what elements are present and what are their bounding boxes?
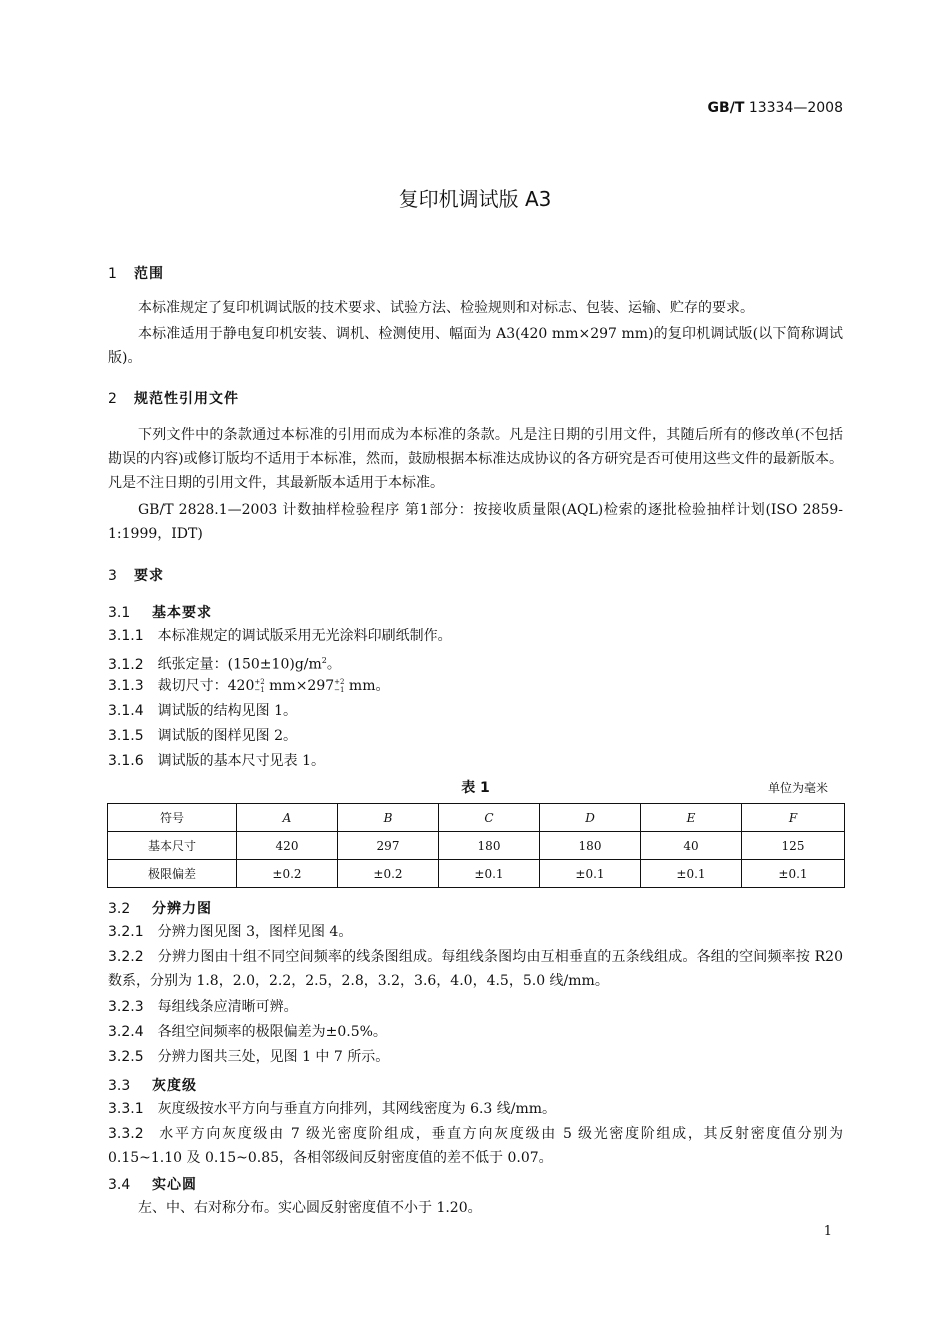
section-number: 3 <box>108 568 117 584</box>
subsection-title: 基本要求 <box>152 605 212 621</box>
table-header-row <box>108 804 845 832</box>
section-2-heading <box>108 388 239 408</box>
table-cell: 40 <box>641 832 742 860</box>
clause-number: 3.2.2 <box>108 949 144 965</box>
section-title: 要求 <box>134 568 164 584</box>
clause-text: 裁切尺寸：420 <box>157 678 255 694</box>
clause-number: 3.1.3 <box>108 678 144 694</box>
section-1-heading <box>108 263 164 283</box>
header-cell-f: F <box>742 804 845 832</box>
tolerance-b <box>334 678 344 694</box>
section-title: 规范性引用文件 <box>134 391 239 407</box>
document-title: 复印机调试版 A3 <box>398 187 552 211</box>
clause-number: 3.2.1 <box>108 924 144 940</box>
table-cell: ±0.2 <box>237 860 338 888</box>
section-2-paragraph-2: GB/T 2828.1—2003 计数抽样检验程序 第1部分：按接收质量限(AQL)检索的逐批检验抽样计划(ISO 2859-1:1999，IDT) <box>108 502 843 542</box>
subsection-title: 分辨力图 <box>152 901 212 917</box>
table-row <box>108 860 845 888</box>
clause-text-mid: mm×297 <box>264 678 335 694</box>
table-cell: ±0.1 <box>439 860 540 888</box>
clause-text: 纸张定量：(150±10)g/m <box>157 656 322 673</box>
header-cell-e: E <box>641 804 742 832</box>
subsection-number: 3.2 <box>108 901 131 917</box>
clause-3-2-1 <box>108 920 843 944</box>
subsection-title: 灰度级 <box>152 1078 197 1094</box>
table-row <box>108 832 845 860</box>
header-cell-d: D <box>540 804 641 832</box>
clause-3-2-3 <box>108 995 843 1019</box>
table-cell: 420 <box>237 832 338 860</box>
table-cell: ±0.2 <box>338 860 439 888</box>
section-title: 范围 <box>134 266 164 282</box>
clause-text: 本标准规定的调试版采用无光涂料印刷纸制作。 <box>157 628 452 644</box>
clause-number: 3.2.3 <box>108 999 144 1015</box>
section-2-paragraph-1: 下列文件中的条款通过本标准的引用而成为本标准的条款。凡是注日期的引用文件，其随后所有的修改单(不包括勘误的内容)或修订版均不适用于本标准，然而，鼓励根据本标准达成协议的各方研究是否可使用这些文件的最新版本。凡是不注日期的引用文件，其最新版本适用于本标准。 <box>108 427 843 491</box>
clause-text: 分辨力图共三处，见图 1 中 7 所示。 <box>157 1049 390 1065</box>
header-cell-symbol: 符号 <box>108 804 237 832</box>
clause-number: 3.3.2 <box>108 1126 144 1142</box>
table-cell: ±0.1 <box>742 860 845 888</box>
clause-number: 3.1.5 <box>108 728 144 744</box>
clause-text: 调试版的图样见图 2。 <box>157 728 297 744</box>
tolerance-lower: −1 <box>254 686 265 694</box>
clause-text: 灰度级按水平方向与垂直方向排列，其网线密度为 6.3 线/mm。 <box>157 1101 557 1117</box>
tolerance-upper: +2 <box>254 678 265 686</box>
dimensions-table <box>107 803 845 888</box>
table-cell: 180 <box>540 832 641 860</box>
table-cell: ±0.1 <box>540 860 641 888</box>
clause-3-1-1 <box>108 624 843 648</box>
clause-text: 水平方向灰度级由 7 级光密度阶组成，垂直方向灰度级由 5 级光密度阶组成，其反射密度值分别为 0.15~1.10 及 0.15~0.85，各相邻级间反射密度值的差不低于 0.07。 <box>108 1126 843 1166</box>
clause-text: 各组空间频率的极限偏差为±0.5%。 <box>157 1024 387 1040</box>
tolerance-a <box>254 678 264 694</box>
page-number: 1 <box>823 1224 832 1239</box>
clause-text-end: mm。 <box>344 678 390 694</box>
table-cell: 180 <box>439 832 540 860</box>
clause-number: 3.2.4 <box>108 1024 144 1040</box>
header-cell-a: A <box>237 804 338 832</box>
clause-text: 分辨力图见图 3，图样见图 4。 <box>157 924 353 940</box>
tolerance-lower: −1 <box>334 686 345 694</box>
subsection-number: 3.4 <box>108 1177 131 1193</box>
clause-3-2-2 <box>108 945 843 993</box>
row-label: 基本尺寸 <box>108 832 237 860</box>
clause-number: 3.2.5 <box>108 1049 144 1065</box>
standard-prefix: GB/T <box>707 100 745 116</box>
clause-3-2-4 <box>108 1020 843 1044</box>
section-number: 1 <box>108 266 117 282</box>
table-cell: 125 <box>742 832 845 860</box>
clause-number: 3.1.4 <box>108 703 144 719</box>
clause-text: 调试版的基本尺寸见表 1。 <box>157 753 325 769</box>
clause-text-end: 。 <box>326 656 341 673</box>
clause-3-1-4 <box>108 699 843 723</box>
clause-number: 3.1.1 <box>108 628 144 644</box>
clause-3-3-2 <box>108 1122 843 1170</box>
header-cell-c: C <box>439 804 540 832</box>
table-cell: 297 <box>338 832 439 860</box>
standard-number: 13334—2008 <box>748 100 843 116</box>
subsection-number: 3.3 <box>108 1078 131 1094</box>
clause-number: 3.3.1 <box>108 1101 144 1117</box>
tolerance-upper: +2 <box>334 678 345 686</box>
clause-text: 分辨力图由十组不同空间频率的线条图组成。每组线条图均由互相垂直的五条线组成。各组的空间频率按 R20 数系，分别为 1.8，2.0，2.2，2.5，2.8，3.2，3.6，4.0，4.5，5.0 线/mm。 <box>108 949 843 989</box>
section-number: 2 <box>108 391 117 407</box>
subsection-3-1-heading <box>108 602 212 622</box>
row-label: 极限偏差 <box>108 860 237 888</box>
subsection-3-3-heading <box>108 1075 197 1095</box>
clause-number: 3.1.2 <box>108 656 144 673</box>
subsection-number: 3.1 <box>108 605 131 621</box>
table-title: 表 1 <box>461 780 490 796</box>
section-3-heading <box>108 565 164 585</box>
superscript: 2 <box>321 656 327 665</box>
clause-3-3-1 <box>108 1097 843 1121</box>
clause-3-1-6 <box>108 749 843 773</box>
clause-3-2-5 <box>108 1045 843 1069</box>
table-cell: ±0.1 <box>641 860 742 888</box>
clause-3-1-3 <box>108 674 843 698</box>
section-1-paragraph-1: 本标准规定了复印机调试版的技术要求、试验方法、检验规则和对标志、包装、运输、贮存的要求。 <box>138 300 754 316</box>
clause-text: 每组线条应清晰可辨。 <box>157 999 298 1015</box>
subsection-3-2-heading <box>108 898 212 918</box>
section-1-paragraph-2: 本标准适用于静电复印机安装、调机、检测使用、幅面为 A3(420 mm×297 mm)的复印机调试版(以下简称调试版)。 <box>108 326 843 366</box>
clause-3-1-5 <box>108 724 843 748</box>
table-unit: 单位为毫米 <box>767 781 828 795</box>
subsection-3-4-heading <box>108 1174 197 1194</box>
standard-code <box>0 100 843 116</box>
subsection-title: 实心圆 <box>152 1177 197 1193</box>
subsection-3-4-paragraph: 左、中、右对称分布。实心圆反射密度值不小于 1.20。 <box>138 1200 482 1216</box>
clause-number: 3.1.6 <box>108 753 144 769</box>
clause-3-1-2 <box>108 649 843 677</box>
header-cell-b: B <box>338 804 439 832</box>
clause-text: 调试版的结构见图 1。 <box>157 703 297 719</box>
